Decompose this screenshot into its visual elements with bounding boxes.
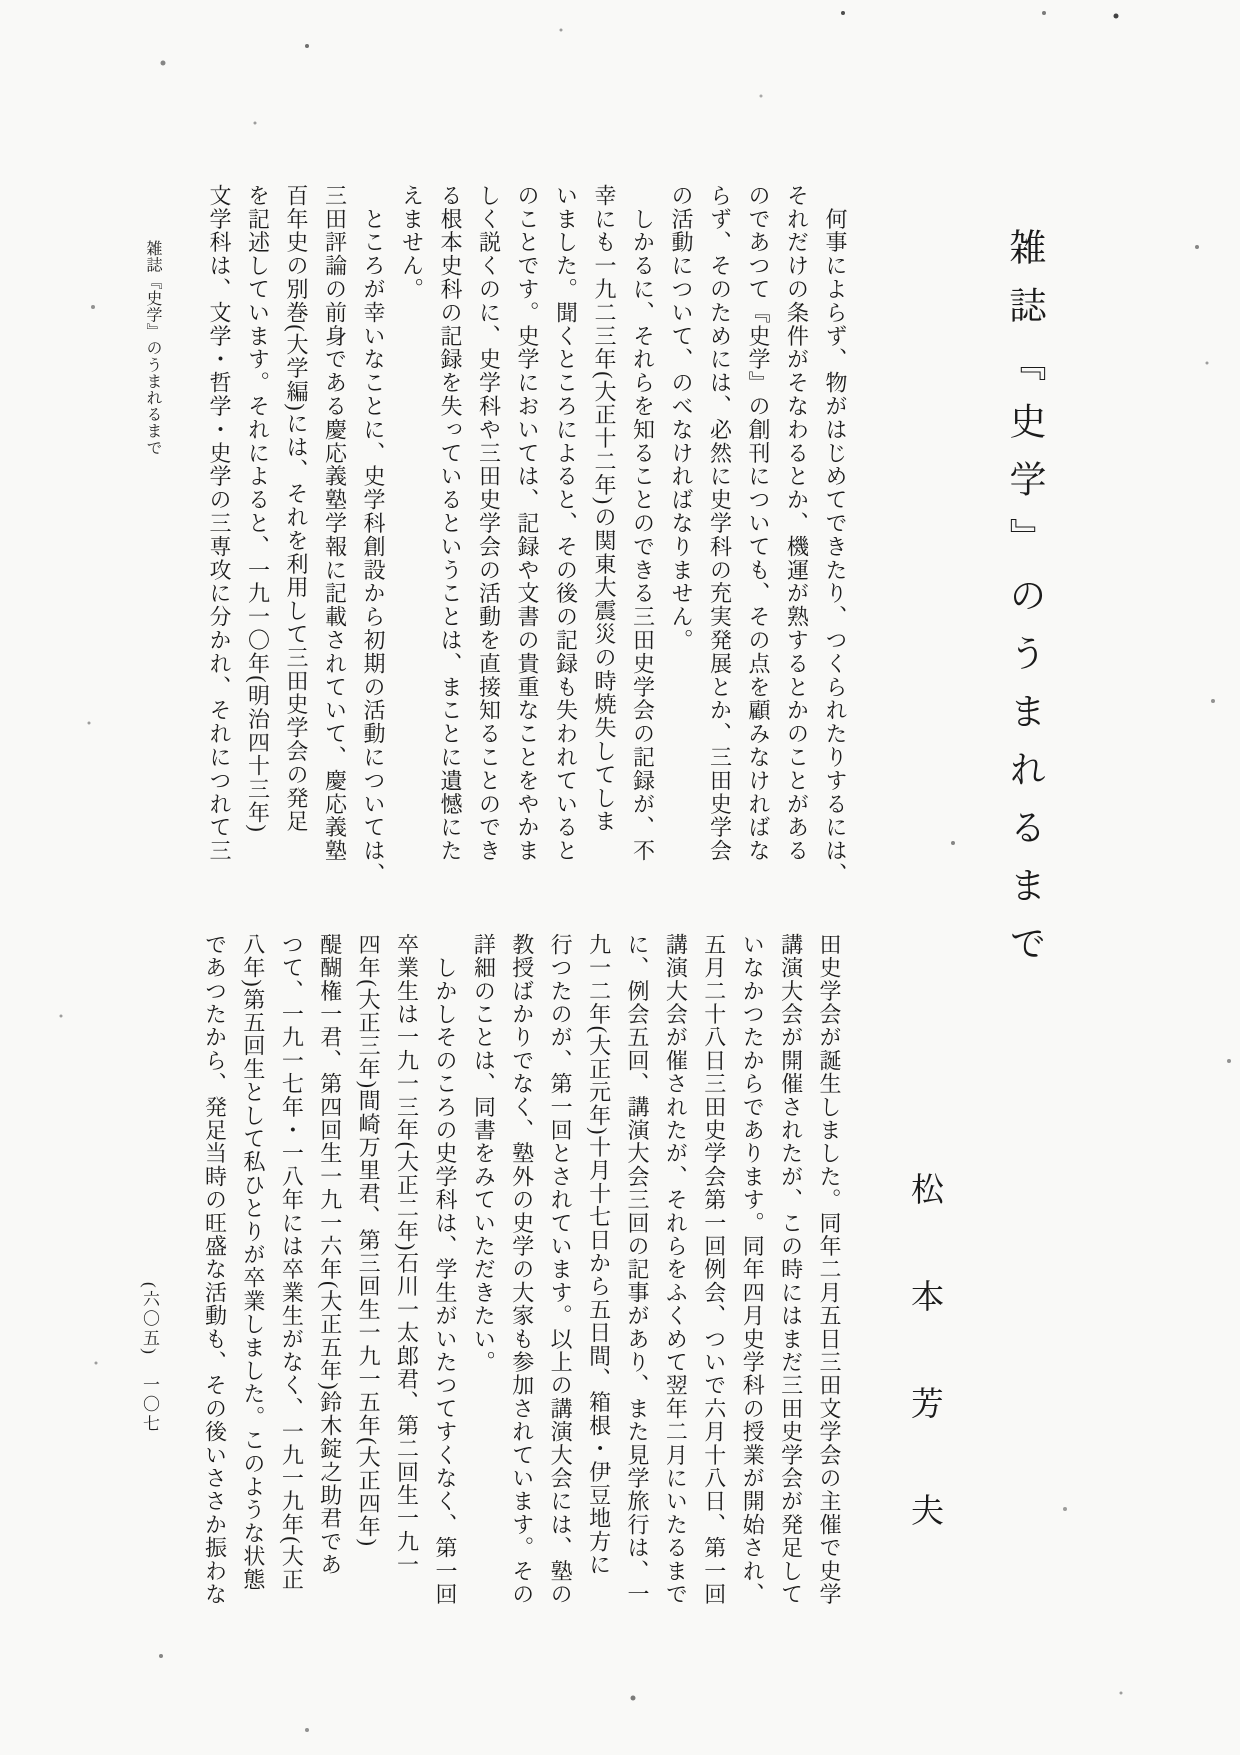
text-column: つて、一九一七年・一八年には卒業生がなく、一九一九年(大正	[279, 933, 305, 1592]
author-name: 松本芳夫	[906, 1172, 942, 1600]
text-column: えません。	[399, 184, 425, 301]
text-column: 講演大会が開催されたが、この時にはまだ三田史学会が発足して	[778, 933, 804, 1606]
text-column: に、例会五回、講演大会三回の記事があり、また見学旅行は、一	[624, 933, 650, 1606]
text-column: いました。聞くところによると、その後の記録も失われていると	[553, 184, 579, 863]
intro-paragraphs-block	[198, 184, 854, 898]
text-column: 詳細のことは、同書をみていただきたい。	[471, 933, 497, 1374]
history-paragraphs-block	[194, 933, 848, 1627]
text-column: のであつて『史学』の創刊についても、その点を顧みなければな	[746, 184, 771, 863]
text-column: それだけの条件がそなわるとか、機運が熟するとかのことがある	[784, 184, 810, 863]
page-number-folio: (六〇五) 一〇七	[140, 1282, 159, 1434]
text-column: 何事によらず、物がはじめてできたり、つくられたりするには、	[823, 184, 848, 886]
article-title: 雑誌『史学』のうまれるまで	[1003, 228, 1044, 982]
scan-noise-speckles	[0, 0, 2, 2]
text-column: しかるに、それらを知ることのできる三田史学会の記録が、不	[630, 184, 656, 863]
text-column: の活動について、のべなければなりません。	[669, 184, 694, 652]
text-column: のことです。史学においては、記録や文書の貴重なことをやかま	[515, 184, 540, 863]
text-column: 幸にも一九二三年(大正十二年)の関東大震災の時焼失してしま	[592, 184, 617, 834]
text-column: 八年)第五回生として私ひとりが卒業しました。このような状態	[240, 933, 266, 1592]
text-column: いなかつたからであります。同年四月史学科の授業が開始され、	[740, 933, 766, 1606]
text-column: 百年史の別巻(大学編)には、それを利用して三田史学会の発足	[284, 184, 309, 834]
text-column: ところが幸いなことに、史学科創設から初期の活動については、	[361, 184, 386, 886]
text-column: 三田評論の前身である慶応義塾学報に記載されていて、慶応義塾	[322, 184, 348, 863]
text-column: る根本史科の記録を失っているということは、まことに遺憾にた	[438, 184, 463, 863]
text-column: 文学科は、文学・哲学・史学の三専攻に分かれ、それにつれて三	[207, 184, 232, 863]
text-column: 講演大会が催されたが、それらをふくめて翌年二月にいたるまで	[663, 933, 689, 1606]
text-column: しかしそのころの史学科は、学生がいたつてすくなく、第一回	[432, 933, 458, 1606]
text-column: 醍醐権一君、第四回生一九一六年(大正五年)鈴木錠之助君であ	[317, 933, 343, 1577]
text-column: 行つたのが、第一回とされています。以上の講演大会には、塾の	[548, 933, 574, 1606]
text-column: らず、そのためには、必然に史学科の充実発展とか、三田史学会	[707, 184, 733, 863]
text-column: 田史学会が誕生しました。同年二月五日三田文学会の主催で史学	[817, 933, 842, 1606]
running-head: 雑誌『史学』のうまれるまで	[144, 240, 161, 456]
text-column: しく説くのに、史学科や三田史学会の活動を直接知ることのでき	[476, 184, 502, 863]
text-column: 教授ばかりでなく、塾外の史学の大家も参加されています。その	[509, 933, 535, 1606]
text-column: 四年(大正三年)間崎万里君、第三回生一九一五年(大正四年)	[356, 933, 382, 1548]
text-column: 九一二年(大正元年)十月十七日から五日間、箱根・伊豆地方に	[586, 933, 612, 1577]
text-column: であつたから、発足当時の旺盛な活動も、その後いささか振わな	[202, 933, 228, 1606]
text-column: を記述しています。それによると、一九一〇年(明治四十三年)	[245, 184, 271, 834]
text-column: 卒業生は一九一三年(大正二年)石川一太郎君、第二回生一九一	[394, 933, 420, 1577]
text-column: 五月二十八日三田史学会第一回例会、ついで六月十八日、第一回	[701, 933, 727, 1606]
